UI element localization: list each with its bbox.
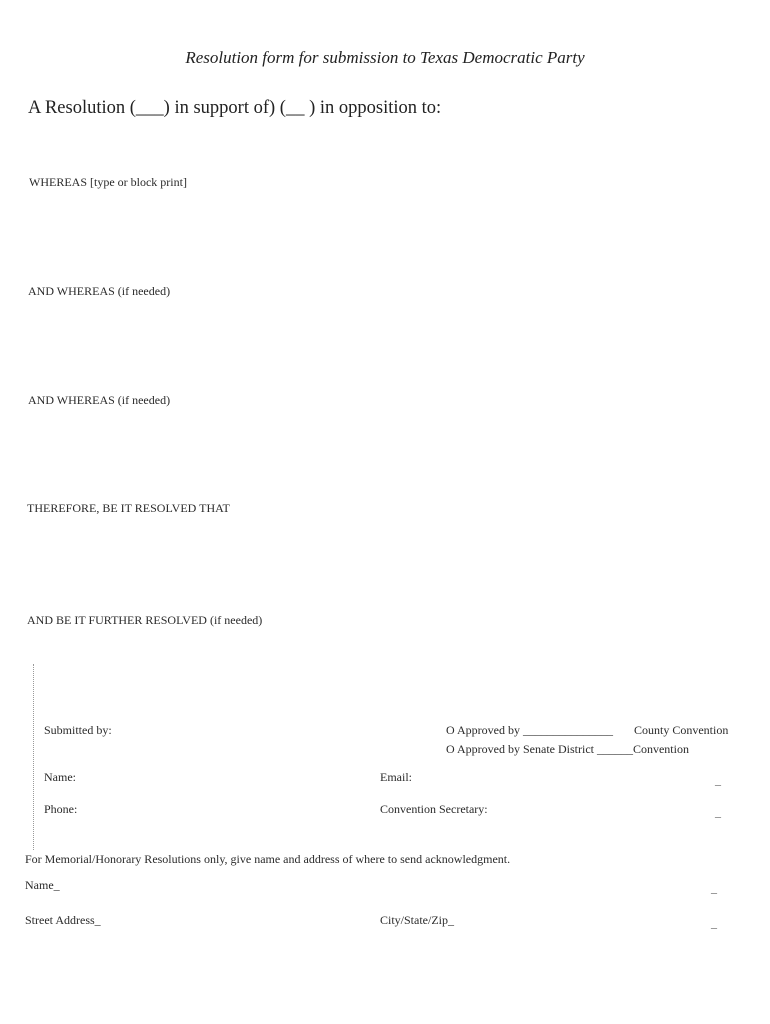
- dotted-margin-rule: [33, 664, 34, 850]
- street-address-label: Street Address_: [25, 913, 101, 927]
- convention-secretary-label: Convention Secretary:: [380, 802, 488, 816]
- city-blank-mark: _: [711, 916, 717, 930]
- therefore-label: THEREFORE, BE IT RESOLVED THAT: [27, 501, 230, 515]
- memorial-name-blank-mark: _: [711, 881, 717, 895]
- approved-senate-line: O Approved by Senate District ______Convention: [446, 742, 689, 756]
- and-whereas-label-1: AND WHEREAS (if needed): [28, 284, 171, 298]
- and-whereas-label-2: AND WHEREAS (if needed): [28, 393, 171, 407]
- further-resolved-label: AND BE IT FURTHER RESOLVED (if needed): [27, 613, 263, 627]
- secretary-blank-mark: _: [715, 805, 721, 819]
- city-state-zip-label: City/State/Zip_: [380, 913, 454, 927]
- submitted-by-label: Submitted by:: [44, 723, 112, 737]
- county-convention-label: County Convention: [634, 723, 729, 737]
- resolution-heading: A Resolution (___) in support of) (__ ) in opposition to:: [28, 98, 442, 118]
- form-title: Resolution form for submission to Texas Democratic Party: [185, 48, 585, 67]
- memorial-name-label: Name_: [25, 878, 60, 892]
- name-label: Name:: [44, 770, 76, 784]
- email-blank-mark: _: [715, 773, 721, 787]
- email-label: Email:: [380, 770, 412, 784]
- memorial-note: For Memorial/Honorary Resolutions only, give name and address of where to send acknowledgment.: [25, 852, 511, 866]
- whereas-label: WHEREAS [type or block print]: [29, 175, 187, 189]
- approved-county-line: O Approved by _______________: [446, 723, 613, 737]
- phone-label: Phone:: [44, 802, 78, 816]
